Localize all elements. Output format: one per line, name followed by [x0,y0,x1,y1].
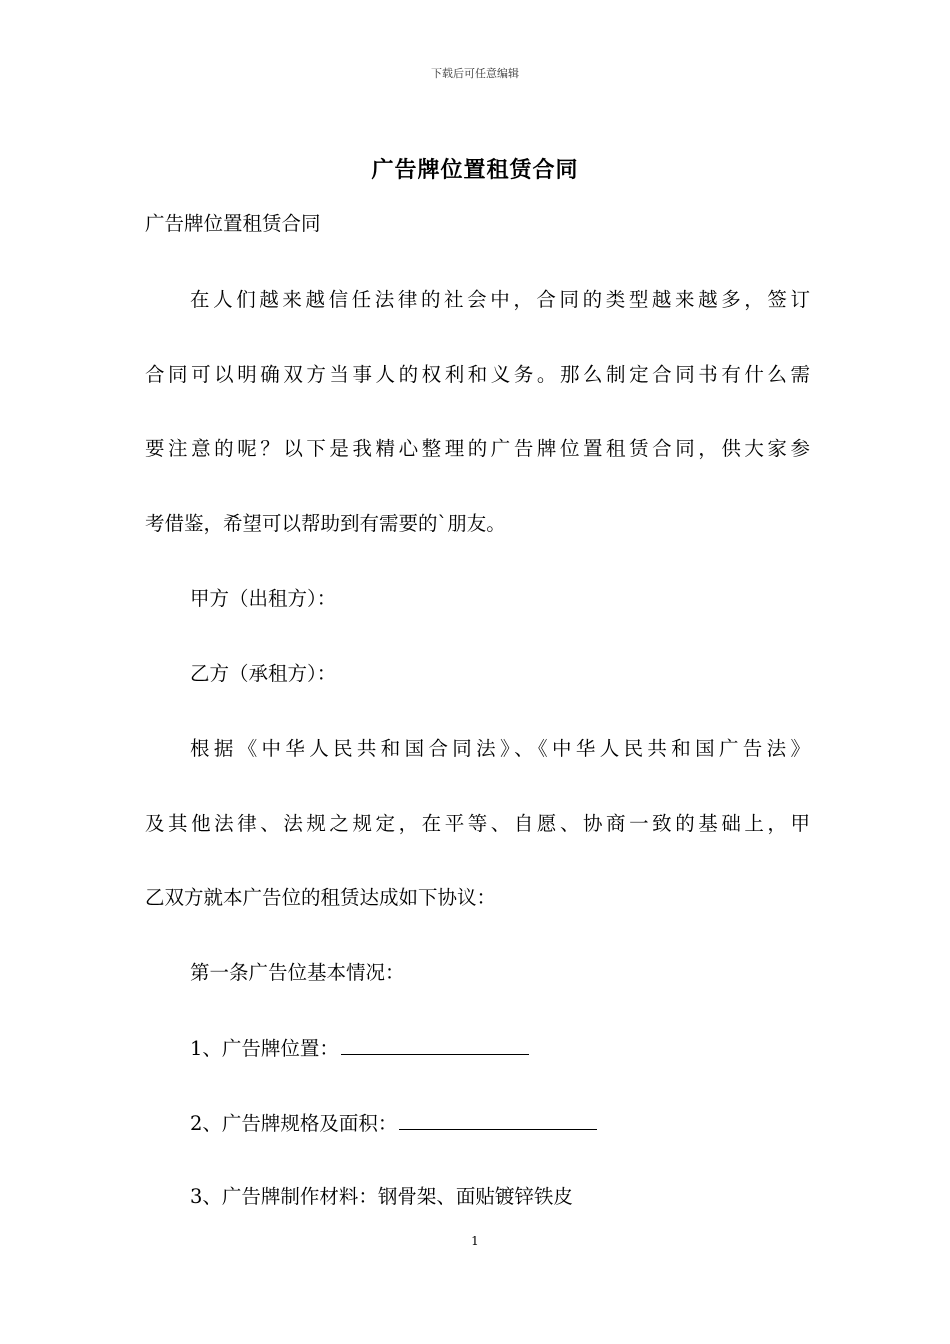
page-number: 1 [471,1234,479,1248]
item-billboard-location-label: 1、广告牌位置： [190,1037,339,1060]
item-billboard-location [145,1034,810,1063]
item-billboard-material: 3、广告牌制作材料：钢骨架、面贴镀锌铁皮 [190,1185,573,1208]
party-b-label: 乙方（承租方）： [190,662,337,685]
document-title: 广告牌位置租赁合同 [371,157,579,183]
item-billboard-size [145,1109,810,1138]
basis-paragraph-line-2: 及其他法律、法规之规定，在平等、自愿、协商一致的基础上，甲 [145,812,810,835]
basis-paragraph-line-1: 根据《中华人民共和国合同法》、《中华人民共和国广告法》 [190,737,810,760]
article-one-heading: 第一条广告位基本情况： [190,961,405,984]
page-header-note: 下载后可任意编辑 [431,67,519,80]
intro-paragraph-line-2: 合同可以明确双方当事人的权利和义务。那么制定合同书有什么需 [145,363,810,386]
party-a-label: 甲方（出租方）： [190,587,337,610]
document-subtitle: 广告牌位置租赁合同 [145,212,321,235]
billboard-location-blank [341,1034,529,1055]
intro-paragraph-line-1: 在人们越来越信任法律的社会中，合同的类型越来越多，签订 [190,288,810,311]
item-billboard-size-label: 2、广告牌规格及面积： [190,1112,398,1135]
billboard-size-blank [399,1109,597,1130]
intro-paragraph-line-4: 考借鉴，希望可以帮助到有需要的`朋友。 [145,512,506,535]
intro-paragraph-line-3: 要注意的呢？以下是我精心整理的广告牌位置租赁合同，供大家参 [145,437,810,460]
basis-paragraph-line-3: 乙双方就本广告位的租赁达成如下协议： [145,886,497,909]
